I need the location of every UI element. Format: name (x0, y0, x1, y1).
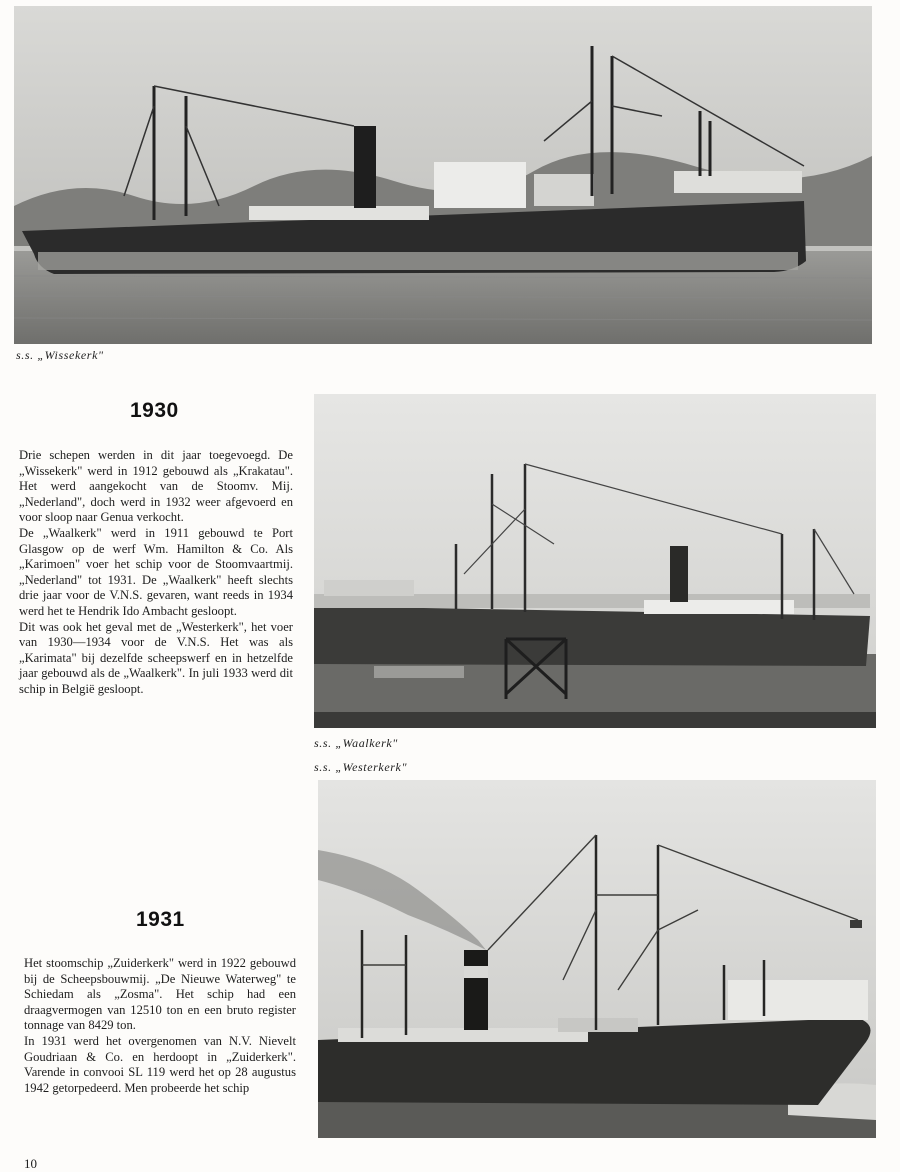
text-1931 (24, 956, 296, 1096)
paragraph: Dit was ook het geval met de „Westerkerk", het voer van 1930—1934 voor de V.N.S. Het was als „Karimata" bij dezelfde scheepswerf en in hetzelfde jaar gebouwd als de „Waalkerk". In juli 1933 werd dit schip in België gesloopt. (19, 619, 293, 696)
photo-westerkerk (318, 780, 876, 1138)
caption-westerkerk: s.s. „Westerkerk" (314, 760, 408, 774)
photo-wissekerk (14, 6, 872, 344)
year-heading-1930: 1930 (130, 399, 179, 422)
paragraph: In 1931 werd het overgenomen van N.V. Nievelt Goudriaan & Co. en herdoopt in „Zuiderkerk". Varende in convooi SL 119 werd het op 28 augustus 1942 getorpedeerd. Men probeerde het schip (24, 1033, 296, 1095)
photo-waalkerk (314, 394, 876, 728)
caption-wissekerk: s.s. „Wissekerk" (16, 348, 104, 362)
caption-waalkerk: s.s. „Waalkerk" (314, 736, 398, 750)
year-heading-1931: 1931 (136, 908, 185, 931)
paragraph: De „Waalkerk" werd in 1911 gebouwd te Port Glasgow op de werf Wm. Hamilton & Co. Als „Karimoen" voer het schip voor de Stoomvaartmij. „Nederland" tot 1931. De „Waalkerk" heeft slechts drie jaar voor de V.N.S. gevaren, want reeds in 1934 werd het te Hendrik Ido Ambacht gesloopt. (19, 525, 293, 618)
text-1930 (19, 448, 293, 698)
paragraph: Drie schepen werden in dit jaar toegevoegd. De „Wissekerk" werd in 1912 gebouwd als „Krakatau". Het werd aangekocht van de Stoomv. Mij. „Nederland", doch werd in 1932 weer afgevoerd en voor sloop naar Genua verkocht. (19, 448, 293, 525)
page-number: 10 (24, 1156, 37, 1171)
ship-illustration-westerkerk (318, 780, 876, 1138)
ship-illustration-wissekerk (14, 6, 872, 344)
paragraph: Het stoomschip „Zuiderkerk" werd in 1922 gebouwd bij de Scheepsbouwmij. „De Nieuwe Waterweg" te Schiedam als „Zosma". Het schip had een draagvermogen van 12510 ton en een bruto register tonnage van 8429 ton. (24, 956, 296, 1033)
ship-illustration-waalkerk (314, 394, 876, 728)
